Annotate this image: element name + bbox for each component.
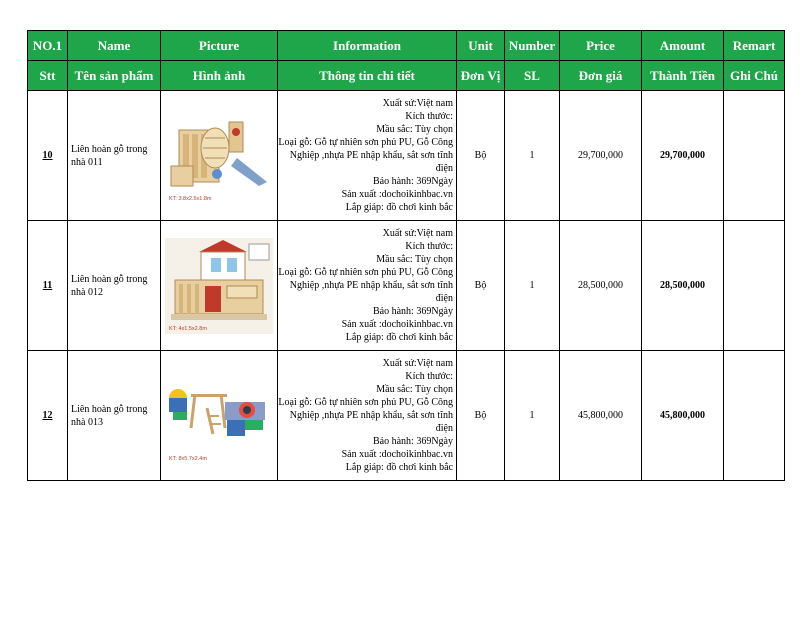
- table-row: [28, 351, 785, 481]
- product-qty: 1: [505, 221, 560, 351]
- row-stt: 10: [28, 91, 68, 221]
- product-qty: 1: [505, 91, 560, 221]
- row-stt: 12: [28, 351, 68, 481]
- product-unit: Bộ: [457, 351, 505, 481]
- row-stt: 11: [28, 221, 68, 351]
- product-amount: 28,500,000: [642, 221, 724, 351]
- dimension-label: KT: 8x5.7x2.4m: [169, 455, 207, 462]
- product-unit: Bộ: [457, 91, 505, 221]
- product-note: [724, 221, 785, 351]
- col-header-ghi-chu: Ghi Chú: [724, 61, 785, 91]
- col-header-unit: Unit: [457, 31, 505, 61]
- dimension-label: KT: 4x1.5x2.8m: [169, 325, 207, 332]
- col-header-no: NO.1: [28, 31, 68, 61]
- col-header-thanh-tien: Thành Tiền: [642, 61, 724, 91]
- quotation-table: [27, 30, 785, 481]
- col-header-thong-tin: Thông tin chi tiết: [278, 61, 457, 91]
- product-name: Liên hoàn gỗ trong nhà 012: [68, 221, 161, 351]
- product-unit: Bộ: [457, 221, 505, 351]
- col-header-sl: SL: [505, 61, 560, 91]
- dimension-label: KT: 3.8x2.5x1.8m: [169, 195, 212, 202]
- product-picture: [161, 351, 278, 481]
- col-header-amount: Amount: [642, 31, 724, 61]
- product-qty: 1: [505, 351, 560, 481]
- col-header-don-gia: Đơn giá: [560, 61, 642, 91]
- product-note: [724, 351, 785, 481]
- header-row-english: [28, 31, 785, 61]
- table-row: [28, 91, 785, 221]
- col-header-picture: Picture: [161, 31, 278, 61]
- col-header-number: Number: [505, 31, 560, 61]
- product-picture: [161, 221, 278, 351]
- col-header-price: Price: [560, 31, 642, 61]
- product-name: Liên hoàn gỗ trong nhà 013: [68, 351, 161, 481]
- product-info: Xuất sứ:Việt nam Kích thước: Mầu sắc: Tùy chọn Loại gỗ: Gỗ tự nhiên sơn phủ PU, Gỗ Công Nghiệp ,nhựa PE nhập khẩu, sắt sơn tĩnh điện Bảo hành: 369Ngày Sản xuất :dochoikinhbac.vn Lắp giáp: đồ chơi kinh bắc: [278, 91, 457, 221]
- header-row-vietnamese: [28, 61, 785, 91]
- col-header-don-vi: Đơn Vị: [457, 61, 505, 91]
- playground-013-image: [165, 368, 273, 464]
- col-header-information: Information: [278, 31, 457, 61]
- product-price: 45,800,000: [560, 351, 642, 481]
- product-price: 29,700,000: [560, 91, 642, 221]
- col-header-stt: Stt: [28, 61, 68, 91]
- col-header-ten-san-pham: Tên sản phẩm: [68, 61, 161, 91]
- product-info: Xuất sứ:Việt nam Kích thước: Mầu sắc: Tùy chọn Loại gỗ: Gỗ tự nhiên sơn phủ PU, Gỗ Công Nghiệp ,nhựa PE nhập khẩu, sắt sơn tĩnh điện Bảo hành: 369Ngày Sản xuất :dochoikinhbac.vn Lắp giáp: đồ chơi kinh bắc: [278, 351, 457, 481]
- product-info: Xuất sứ:Việt nam Kích thước: Mầu sắc: Tùy chọn Loại gỗ: Gỗ tự nhiên sơn phủ PU, Gỗ Công Nghiệp ,nhựa PE nhập khẩu, sắt sơn tĩnh điện Bảo hành: 369Ngày Sản xuất :dochoikinhbac.vn Lắp giáp: đồ chơi kinh bắc: [278, 221, 457, 351]
- playground-012-image: [165, 238, 273, 334]
- col-header-name: Name: [68, 31, 161, 61]
- col-header-remark: Remart: [724, 31, 785, 61]
- product-price: 28,500,000: [560, 221, 642, 351]
- product-amount: 29,700,000: [642, 91, 724, 221]
- col-header-hinh-anh: Hình ảnh: [161, 61, 278, 91]
- table-row: [28, 221, 785, 351]
- product-name: Liên hoàn gỗ trong nhà 011: [68, 91, 161, 221]
- product-amount: 45,800,000: [642, 351, 724, 481]
- playground-011-image: [165, 108, 273, 204]
- product-picture: [161, 91, 278, 221]
- product-note: [724, 91, 785, 221]
